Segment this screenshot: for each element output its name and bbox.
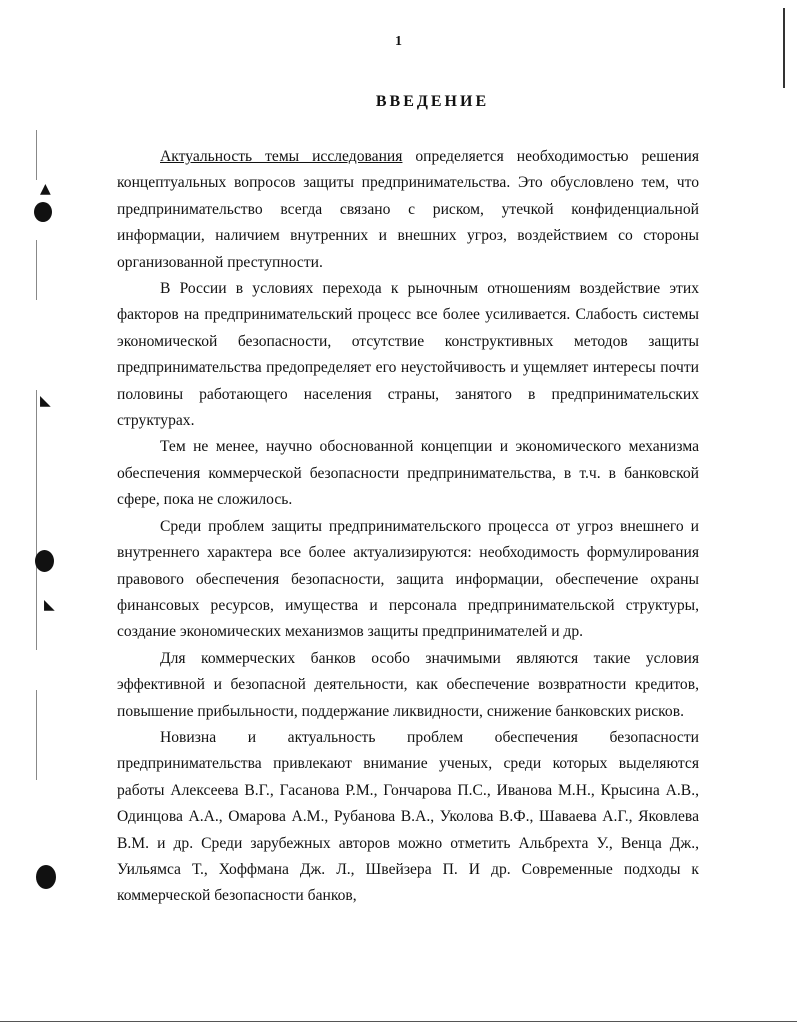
paragraph-5: Для коммерческих банков особо значимыми являются такие условия эффективной и безопасной деятельности, как обеспечение возвратности кредитов, повышение прибыльности, поддержание ликвидности, снижение банковских рисков. (117, 649, 699, 720)
paragraph-2: В России в условиях перехода к рыночным отношениям воздействие этих факторов на предпринимательский процесс все более усиливается. Слабость системы экономической безопасности, отсутствие конструктивных методов защиты предпринимательства предопределяет его неустойчивость и ущемляет интересы почти половины работающего населения страны, занятого в предпринимательских структурах. (117, 280, 699, 430)
margin-line (36, 240, 37, 300)
page-number: 1 (395, 34, 402, 49)
margin-line (36, 390, 37, 650)
paragraph-6: Новизна и актуальность проблем обеспечения безопасности предпринимательства привлекают внимание ученых, среди которых выделяются работы Алексеева В.Г., Гасанова Р.М., Гончарова П.С., Иванова М.Н., Крысина А.В., Одинцова А.А., Омарова А.М., Рубанова В.А., Уколова В.Ф., Шаваева А.Г., Яковлева В.М. и др. Среди зарубежных авторов можно отметить Альбрехта У., Венца Дж., Уильямса Т., Хоффмана Дж. Л., Швейзера П. И др. Современные подходы к коммерческой безопасности банков, (117, 728, 699, 905)
margin-line (36, 690, 37, 780)
scan-edge-line (783, 8, 785, 88)
scan-bottom-line (0, 1021, 797, 1022)
document-body (117, 144, 699, 910)
paragraph-1 (117, 144, 699, 276)
scan-mark-icon: ▲ (40, 181, 51, 197)
paragraph-1-text: определяется необходимостью решения концептуальных вопросов защиты предпринимательства. Это обусловлено тем, что предпринимательство всегда связано с риском, утечкой конфиденциальной информации, наличием внутренних и внешних угроз, воздействием со стороны организованной преступности. (117, 148, 699, 271)
punch-hole-icon (34, 202, 52, 222)
scan-mark-icon: ◣ (40, 393, 51, 409)
punch-hole-icon (35, 550, 54, 572)
punch-hole-icon (36, 865, 56, 889)
paragraph-1-lead: Актуальность темы исследования (160, 148, 403, 165)
paragraph-3: Тем не менее, научно обоснованной концепции и экономического механизма обеспечения коммерческой безопасности предпринимательства, в т.ч. в банковской сфере, пока не сложилось. (117, 438, 699, 509)
paragraph-4: Среди проблем защиты предпринимательского процесса от угроз внешнего и внутреннего характера все более актуализируются: необходимость формулирования правового обеспечения безопасности, защита информации, обеспечение охраны финансовых ресурсов, имущества и персонала предпринимательской структуры, создание экономических механизмов защиты предпринимателей и др. (117, 517, 699, 641)
page-title: ВВЕДЕНИЕ (375, 93, 490, 110)
scan-mark-icon: ◣ (44, 597, 55, 613)
margin-line (36, 130, 37, 180)
